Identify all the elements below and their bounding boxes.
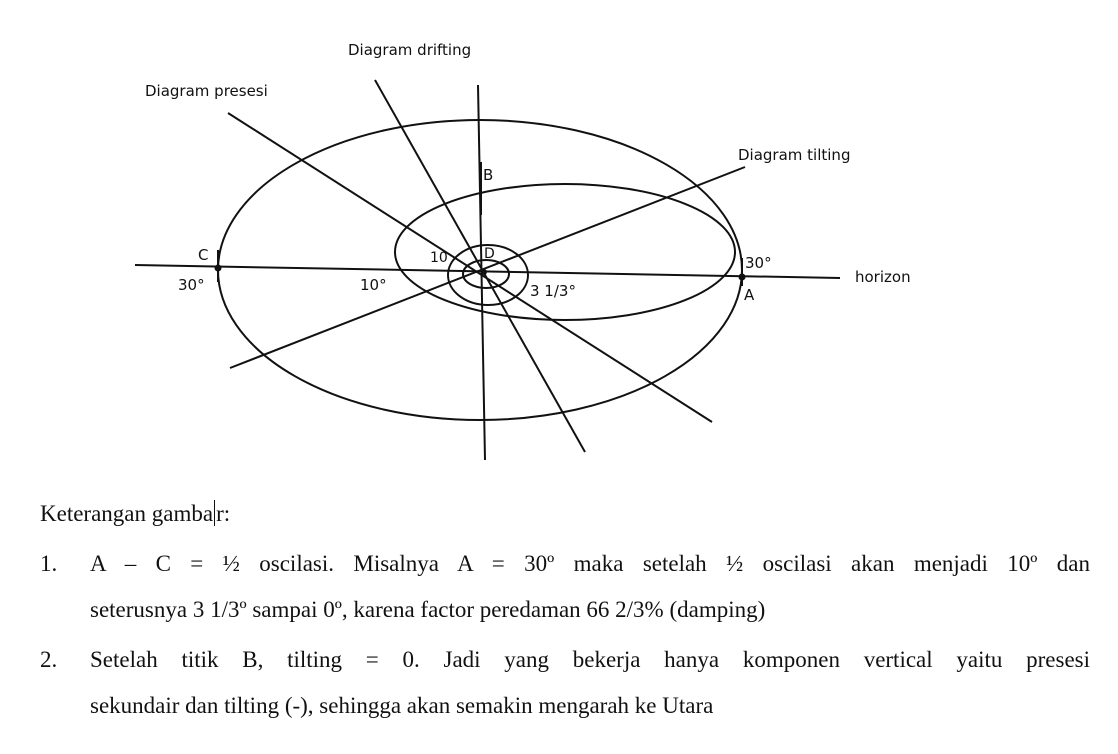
label-angle-a: 30° <box>745 254 772 272</box>
list-item-line: seterusnya 3 1/3º sampai 0º, karena factor peredaman 66 2/3% (damping) <box>90 597 766 622</box>
caption <box>40 500 230 527</box>
label-point-a: A <box>744 286 755 304</box>
point-a-dot <box>739 274 746 281</box>
list-number: 1. <box>40 551 58 576</box>
label-horizon: horizon <box>855 268 911 286</box>
list-item-2 <box>40 637 1090 729</box>
caption-text-2: r: <box>216 501 231 526</box>
label-drifting: Diagram drifting <box>348 41 472 59</box>
center-dot <box>481 269 487 275</box>
point-c-dot <box>215 265 222 272</box>
list-item-line: A – C = ½ oscilasi. Misalnya A = 30º maka setelah ½ oscilasi akan menjadi 10º dan <box>90 551 1090 576</box>
text-cursor <box>214 500 215 526</box>
label-angle-10-inner: 10 <box>430 250 448 266</box>
list-item-line: Setelah titik B, tilting = 0. Jadi yang bekerja hanya komponen vertical yaitu presesi <box>90 647 1090 672</box>
drifting-line <box>375 80 585 452</box>
label-presesi: Diagram presesi <box>145 82 268 100</box>
label-tilting: Diagram tilting <box>738 146 851 164</box>
label-point-b: B <box>483 166 494 184</box>
label-point-c: C <box>198 246 209 264</box>
caption-text-1: Keterangan gamba <box>40 501 214 526</box>
list-number: 2. <box>40 647 58 672</box>
label-point-d: D <box>484 246 495 262</box>
label-angle-c: 30° <box>178 276 205 294</box>
list-item-line: sekundair dan tilting (-), sehingga akan semakin mengarah ke Utara <box>90 693 714 718</box>
list-item-1 <box>40 541 1090 633</box>
label-angle-3-1-3: 3 1/3° <box>530 282 576 300</box>
label-angle-10-left: 10° <box>360 276 387 294</box>
